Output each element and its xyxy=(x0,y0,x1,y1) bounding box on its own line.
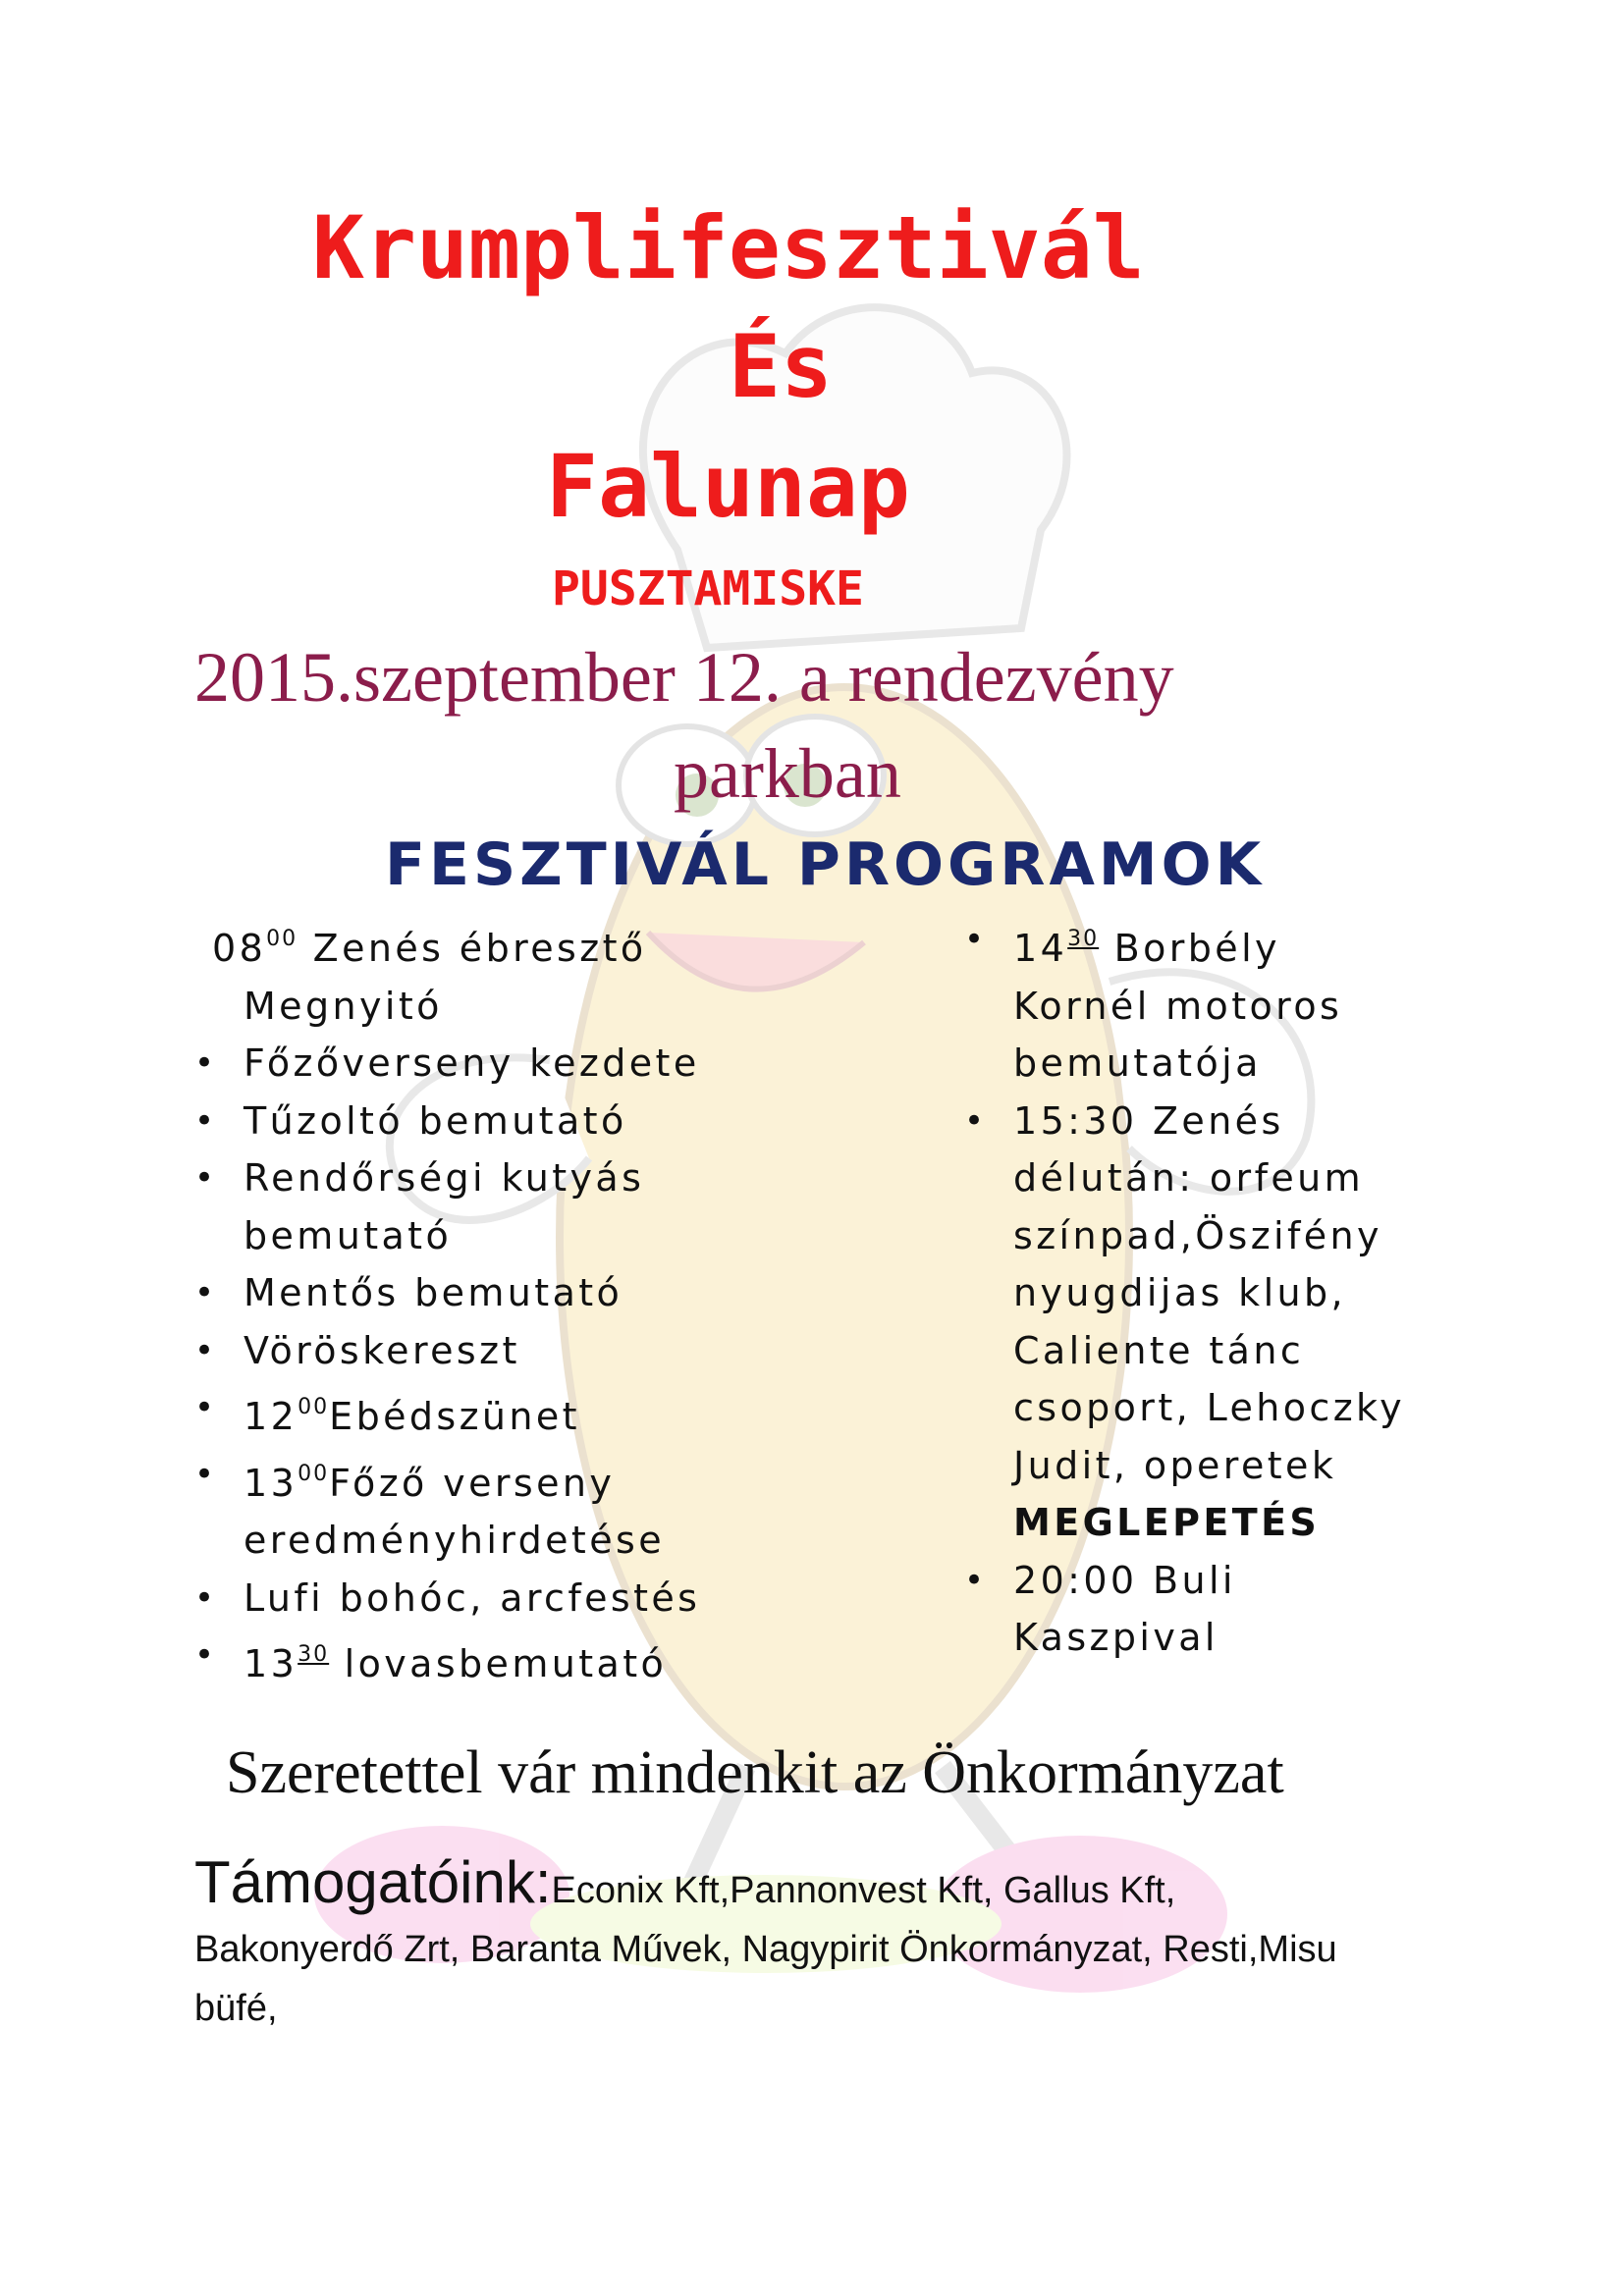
program-item: • $13^{00}Főző$ verseny xyxy=(244,1446,970,1513)
program-item: • Főzőverseny kezdete xyxy=(244,1035,970,1093)
sponsors-block xyxy=(194,1847,1490,2038)
program-item: • $13^{30}$ lovasbemutató xyxy=(244,1627,970,1693)
program-item: • Mentős bemutató xyxy=(244,1264,970,1322)
event-date: 2015.szeptember 12. a rendezvény xyxy=(194,638,1174,717)
program-item: • $12^{00}Ebédszünet$ xyxy=(244,1379,970,1446)
program-item: • 15:30 Zenés xyxy=(1013,1093,1563,1150)
program-item: délután: orfeum xyxy=(1013,1156,1365,1200)
program-item: • Lufi bohóc, arcfestés xyxy=(244,1570,970,1628)
program-item: Judit, operetek xyxy=(1013,1443,1337,1487)
sponsors-line-2: Bakonyerdő Zrt, Baranta Művek, Nagypirit Önkormányzat, Resti,Misu xyxy=(194,1929,1337,1970)
program-item: bemutató xyxy=(244,1213,453,1257)
title-line-3: Falunap xyxy=(546,436,910,537)
program-item: • 20:00 Buli xyxy=(1013,1552,1563,1610)
program-item: Caliente tánc xyxy=(1013,1328,1305,1372)
program-item: színpad,Öszifény xyxy=(1013,1213,1382,1257)
program-item: • Tűzoltó bemutató xyxy=(244,1093,970,1150)
program-list-left xyxy=(212,911,970,1693)
closing-message: Szeretettel vár mindenkit az Önkormányzat xyxy=(226,1739,1284,1806)
program-item: • Vöröskereszt xyxy=(244,1322,970,1380)
sponsors-line-3: büfé, xyxy=(194,1988,278,2029)
program-item: • $14^{30}$ Borbély xyxy=(1013,911,1563,978)
programs-heading: FESZTIVÁL PROGRAMOK xyxy=(385,830,1266,899)
program-item: Kaszpival xyxy=(1013,1616,1218,1659)
surprise-label: MEGLEPETÉS xyxy=(1013,1501,1321,1544)
program-item: • Rendőrségi kutyás xyxy=(244,1149,970,1207)
program-item: nyugdijas klub, xyxy=(1013,1271,1347,1314)
program-item: $08^{00}$ Zenés ébresztő xyxy=(212,927,647,970)
program-item: Kornél motoros xyxy=(1013,984,1343,1028)
title-line-2: És xyxy=(729,316,833,417)
title-line-1: Krumplifesztivál xyxy=(312,197,1145,298)
program-item: eredményhirdetése xyxy=(244,1519,665,1562)
location-name: PUSZTAMISKE xyxy=(552,561,864,616)
sponsors-line-1: Econix Kft,Pannonvest Kft, Gallus Kft, xyxy=(551,1870,1176,1911)
program-item: Megnyitó xyxy=(244,984,443,1028)
program-item: csoport, Lehoczky xyxy=(1013,1386,1405,1429)
event-venue: parkban xyxy=(674,734,901,813)
program-item: bemutatója xyxy=(1013,1041,1262,1085)
sponsors-label: Támogatóink: xyxy=(194,1849,552,1915)
program-list-right xyxy=(1013,911,1563,1667)
